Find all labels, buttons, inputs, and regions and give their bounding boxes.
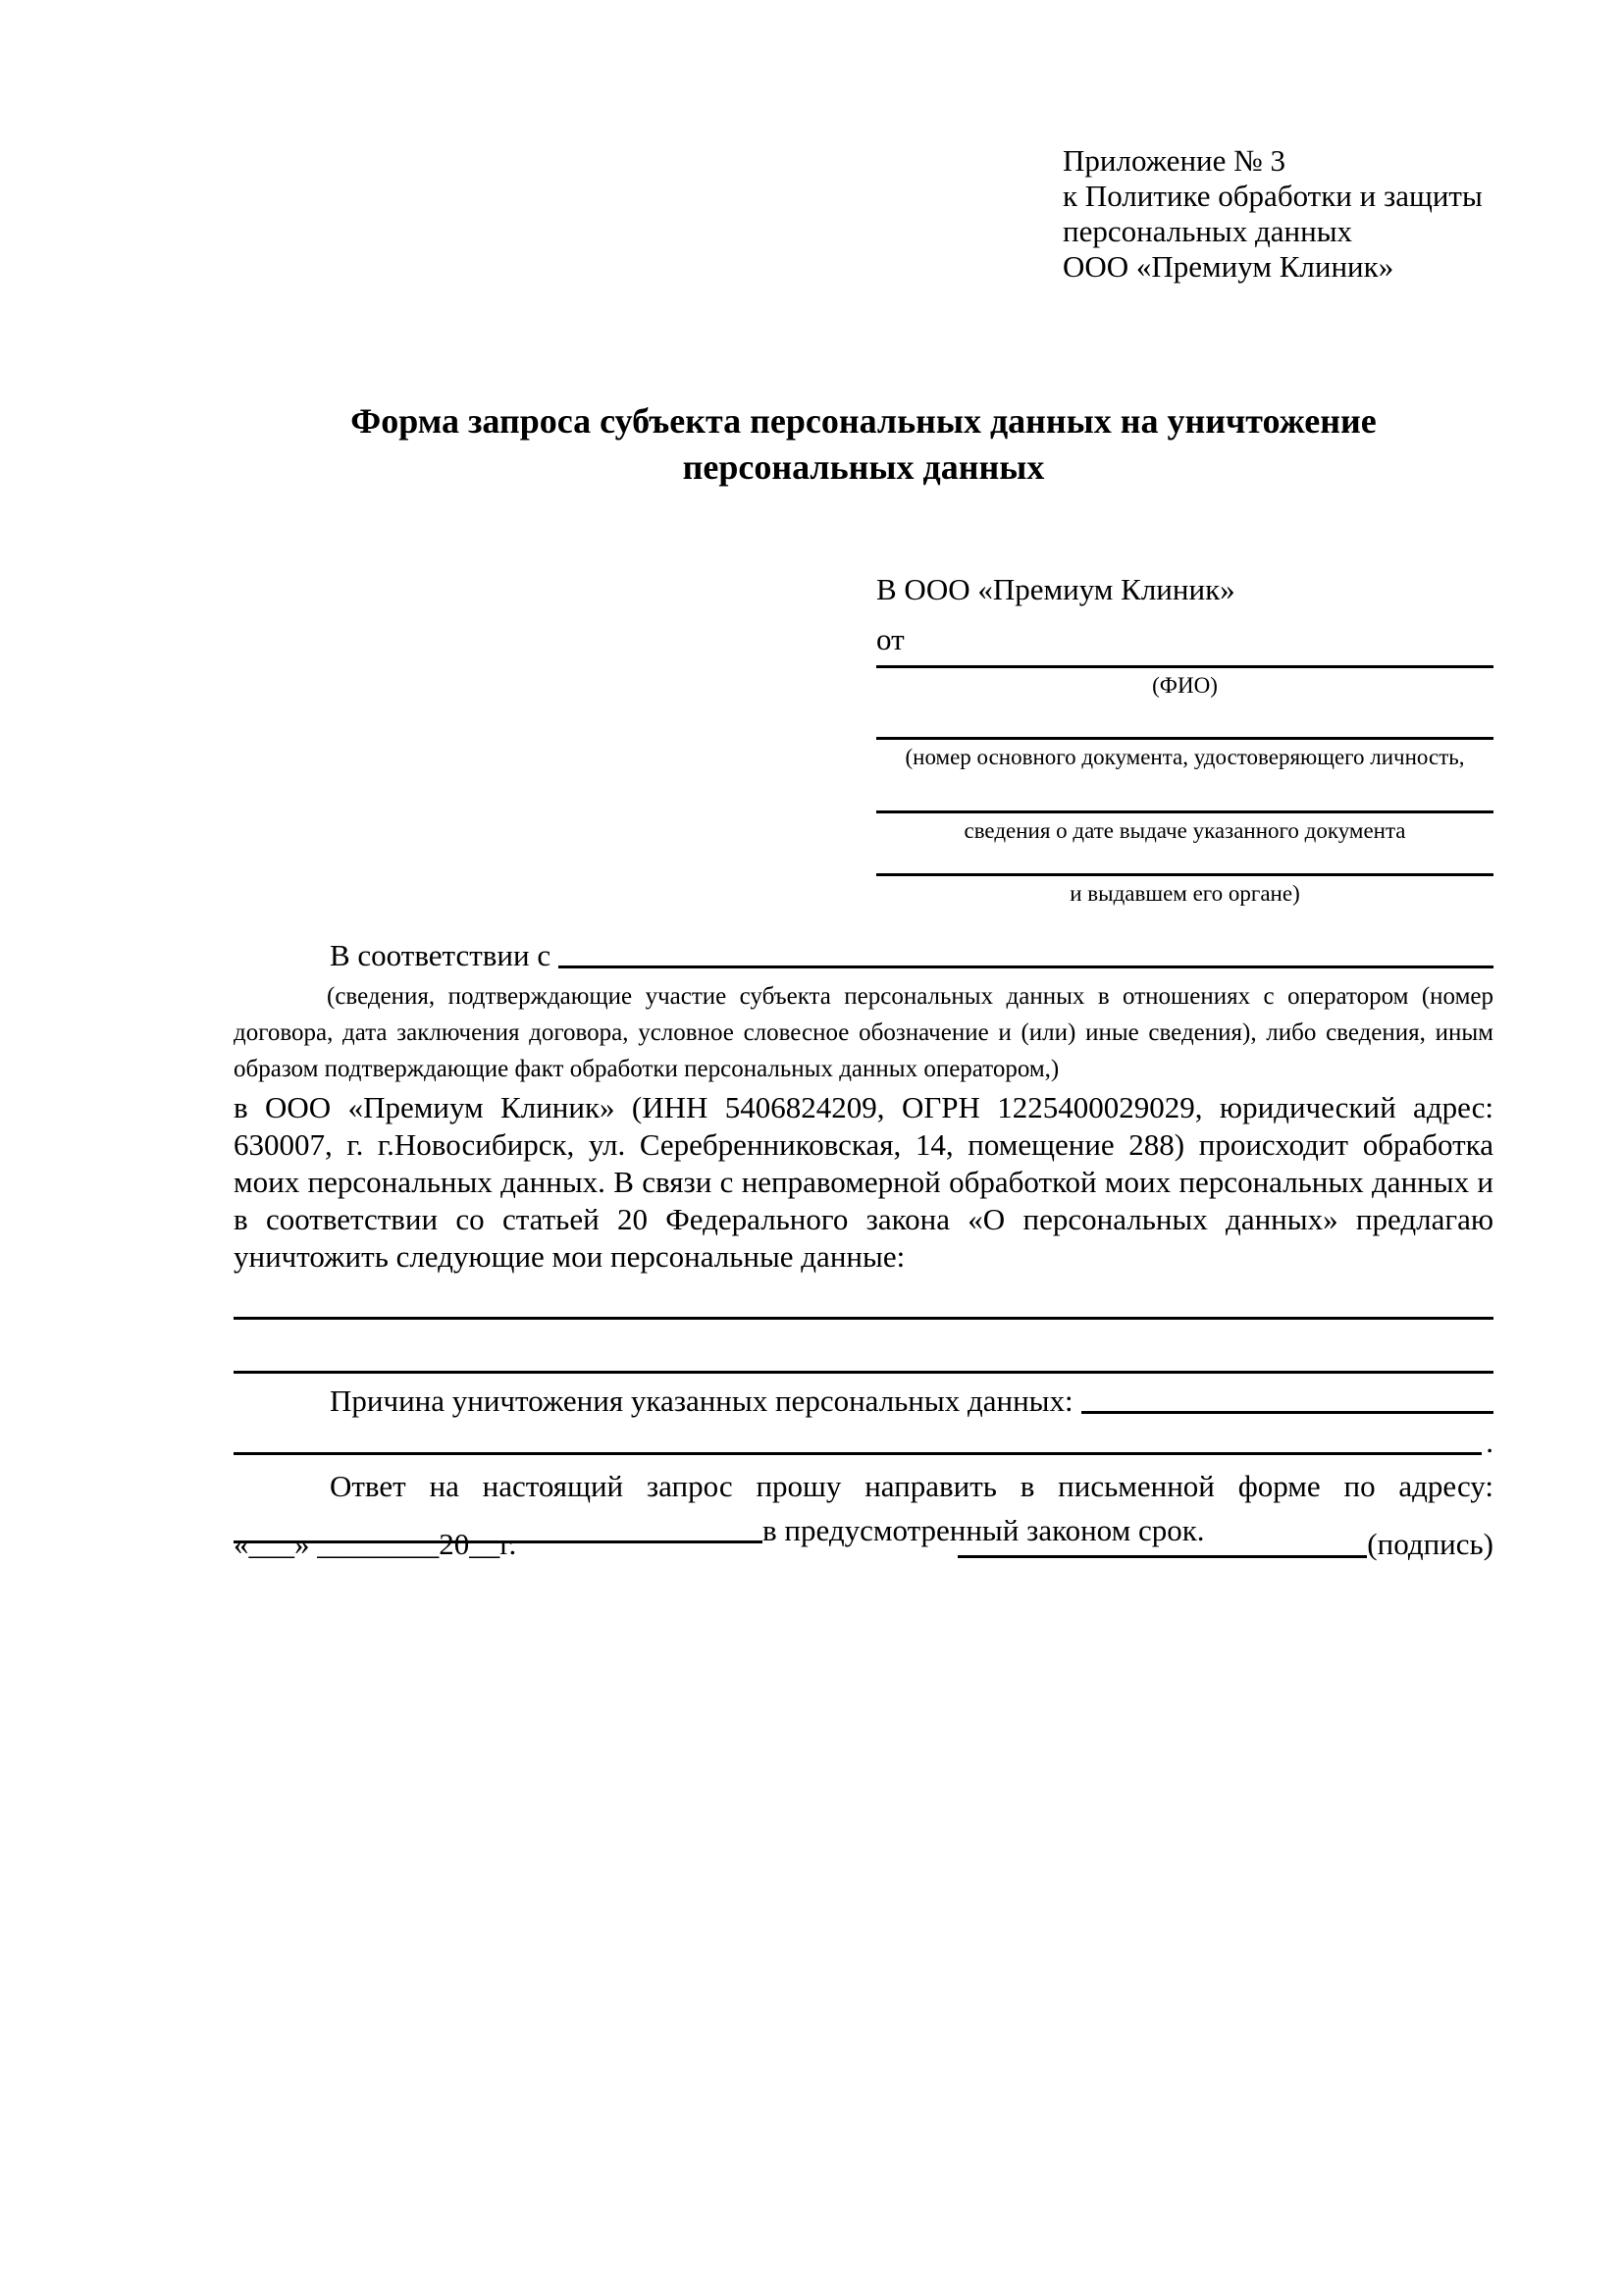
appendix-header-line-3: персональных данных (1063, 214, 1353, 248)
issue-date-blank-line (876, 773, 1493, 813)
reason-label: Причина уничтожения указанных персональных данных: (330, 1383, 1073, 1418)
response-tail: в предусмотренный законом срок. (762, 1513, 1205, 1547)
accordance-label: В соответствии с (330, 938, 551, 972)
reason-row (234, 1374, 1493, 1419)
body-section (234, 932, 1493, 1548)
document-title-line-1: Форма запроса субъекта персональных данных на уничтожение (350, 401, 1377, 441)
personal-data-blank-line-1 (234, 1276, 1493, 1320)
reason-continuation-row (234, 1419, 1493, 1460)
accordance-note: (сведения, подтверждающие участие субъекта персональных данных в отношениях с оператором (номер договора, дата заключения договора, условное словесное обозначение и (или) иные сведения), либо сведения, иным образом подтверждающие факт обработки персональных данных оператором,) (234, 983, 1493, 1082)
appendix-header (1063, 143, 1483, 285)
addressee-to: В ООО «Премиум Клиник» (876, 572, 1235, 606)
appendix-header-line-2: к Политике обработки и защиты (1063, 179, 1483, 213)
issue-date-caption: сведения о дате выдаче указанного документа (964, 818, 1406, 843)
document-title (234, 398, 1493, 491)
signature-blank-line (958, 1555, 1367, 1558)
main-paragraph: в ООО «Премиум Клиник» (ИНН 5406824209, ОГРН 1225400029029, юридический адрес: 630007, г. г.Новосибирск, ул. Серебренниковская, 14, помещение 288) происходит обработка моих персональных данных. В связи с неправомерной обработкой моих персональных данных и в соответствии со статьей 20 Федерального закона «О персональных данных» предлагаю уничтожить следующие мои персональные данные: (234, 1090, 1493, 1274)
accordance-blank-line (558, 965, 1493, 968)
appendix-header-line-4: ООО «Премиум Клиник» (1063, 249, 1394, 284)
accordance-row (234, 932, 1493, 973)
document-number-blank-line (876, 702, 1493, 740)
issuing-authority-caption: и выдавшем его органе) (1070, 881, 1300, 906)
signature-group (958, 1527, 1493, 1562)
appendix-header-line-1: Приложение № 3 (1063, 143, 1285, 178)
document-title-line-2: персональных данных (682, 447, 1045, 487)
addressee-from-label: от (876, 622, 1493, 668)
response-paragraph: Ответ на настоящий запрос прошу направить в письменной форме по адресу: (330, 1469, 1493, 1503)
addressee-block (876, 572, 1493, 910)
reason-blank-line-2 (234, 1452, 1482, 1455)
personal-data-blank-line-2 (234, 1320, 1493, 1374)
date-line: «___» ________20__г. (234, 1527, 517, 1561)
reason-blank-line (1081, 1411, 1493, 1414)
document-number-caption: (номер основного документа, удостоверяющего личность, (905, 745, 1465, 769)
signature-caption: (подпись) (1367, 1527, 1493, 1561)
issuing-authority-blank-line (876, 847, 1493, 876)
period: . (1486, 1425, 1493, 1459)
fio-caption: (ФИО) (1152, 673, 1218, 698)
date-signature-row (234, 1527, 1493, 1562)
